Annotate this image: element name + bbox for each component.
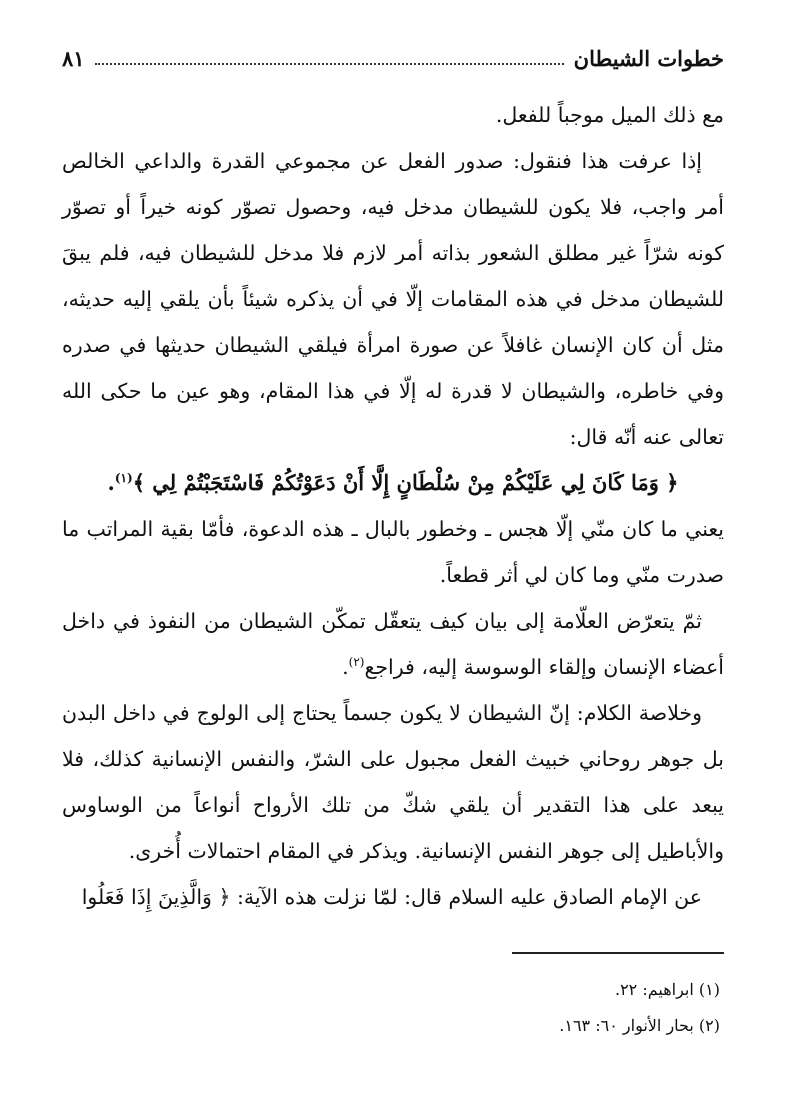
paragraph-imam: عن الإمام الصادق عليه السلام قال: لمّا نزلت هذه الآية: ﴿ وَالَّذِينَ إِذَا فَعَلُوا xyxy=(81,885,702,909)
footnote-ref-1: (١) xyxy=(114,471,133,485)
page-number: ٨١ xyxy=(62,45,85,71)
footnote-2: (٢) بحار الأنوار ٦٠: ١٦٣. xyxy=(559,1016,720,1035)
footnotes xyxy=(62,972,720,1044)
paragraph-explanation: يعني ما كان منّي إلّا هجس ـ وخطور بالبال ـ هذه الدعوة، فأمّا بقية المراتب ما صدرت منّي وما كان لي أثر قطعاً. xyxy=(62,517,724,587)
header-dot-leader xyxy=(95,63,564,65)
body-text xyxy=(62,92,724,920)
paragraph-continuation: مع ذلك الميل موجباً للفعل. xyxy=(495,103,724,127)
chapter-title: خطوات الشيطان xyxy=(573,45,724,71)
footnote-ref-2: (٢) xyxy=(348,655,365,670)
paragraph-thumma-text: ثمّ يتعرّض العلّامة إلى بيان كيف يتعقّل تمكّن الشيطان من النفوذ في داخل أعضاء الإنسان وإلقاء الوسوسة إليه، فراجع xyxy=(62,609,724,679)
footnote-1: (١) ابراهيم: ٢٢. xyxy=(614,980,720,999)
footnote-separator xyxy=(512,952,724,954)
paragraph-argument: إذا عرفت هذا فنقول: صدور الفعل عن مجموعي القدرة والداعي الخالص أمر واجب، فلا يكون للشيطان مدخل فيه، وحصول تصوّر كونه خيراً أو تصوّر كونه شرّاً غير مطلق الشعور بذاته أمر لازم فلا مدخل للشيطان فيه، فلم يبقَ للشيطان مدخل في هذه المقامات إلّا في أن يذكره شيئاً بأن يلقي إليه حديثه، مثل أن كان الإنسان غافلاً عن صورة امرأة فيلقي الشيطان حديثها في صدره وفي خاطره، والشيطان لا قدرة له إلّا في هذا المقام، وهو عين ما حكى الله تعالى عنه أنّه قال: xyxy=(62,149,724,449)
paragraph-summary: وخلاصة الكلام: إنّ الشيطان لا يكون جسماً يحتاج إلى الولوج في داخل البدن بل جوهر روحاني خبيث الفعل مجبول على الشرّ، والنفس الإنسانية كذلك، فلا يبعد على هذا التقدير أن يلقي شكّ من تلك الأرواح أنواعاً من الوساوس والأباطيل إلى جوهر النفس الإنسانية. ويذكر في المقام احتمالات أُخرى. xyxy=(62,701,724,863)
running-header xyxy=(62,38,724,78)
paragraph-thumma xyxy=(62,598,724,690)
paragraph-thumma-end: . xyxy=(342,655,349,679)
quran-verse-line: ﴿ وَمَا كَانَ لِي عَلَيْكُمْ مِنْ سُلْطَانٍ إِلَّا أَنْ دَعَوْتُكُمْ فَاسْتَجَبْتُمْ لِي ﴾$^{(١)}$. xyxy=(107,470,679,495)
quran-verse: ﴿ وَمَا كَانَ لِي عَلَيْكُمْ مِنْ سُلْطَانٍ إِلَّا أَنْ دَعَوْتُكُمْ فَاسْتَجَبْتُمْ لِي ﴾ xyxy=(132,470,679,495)
